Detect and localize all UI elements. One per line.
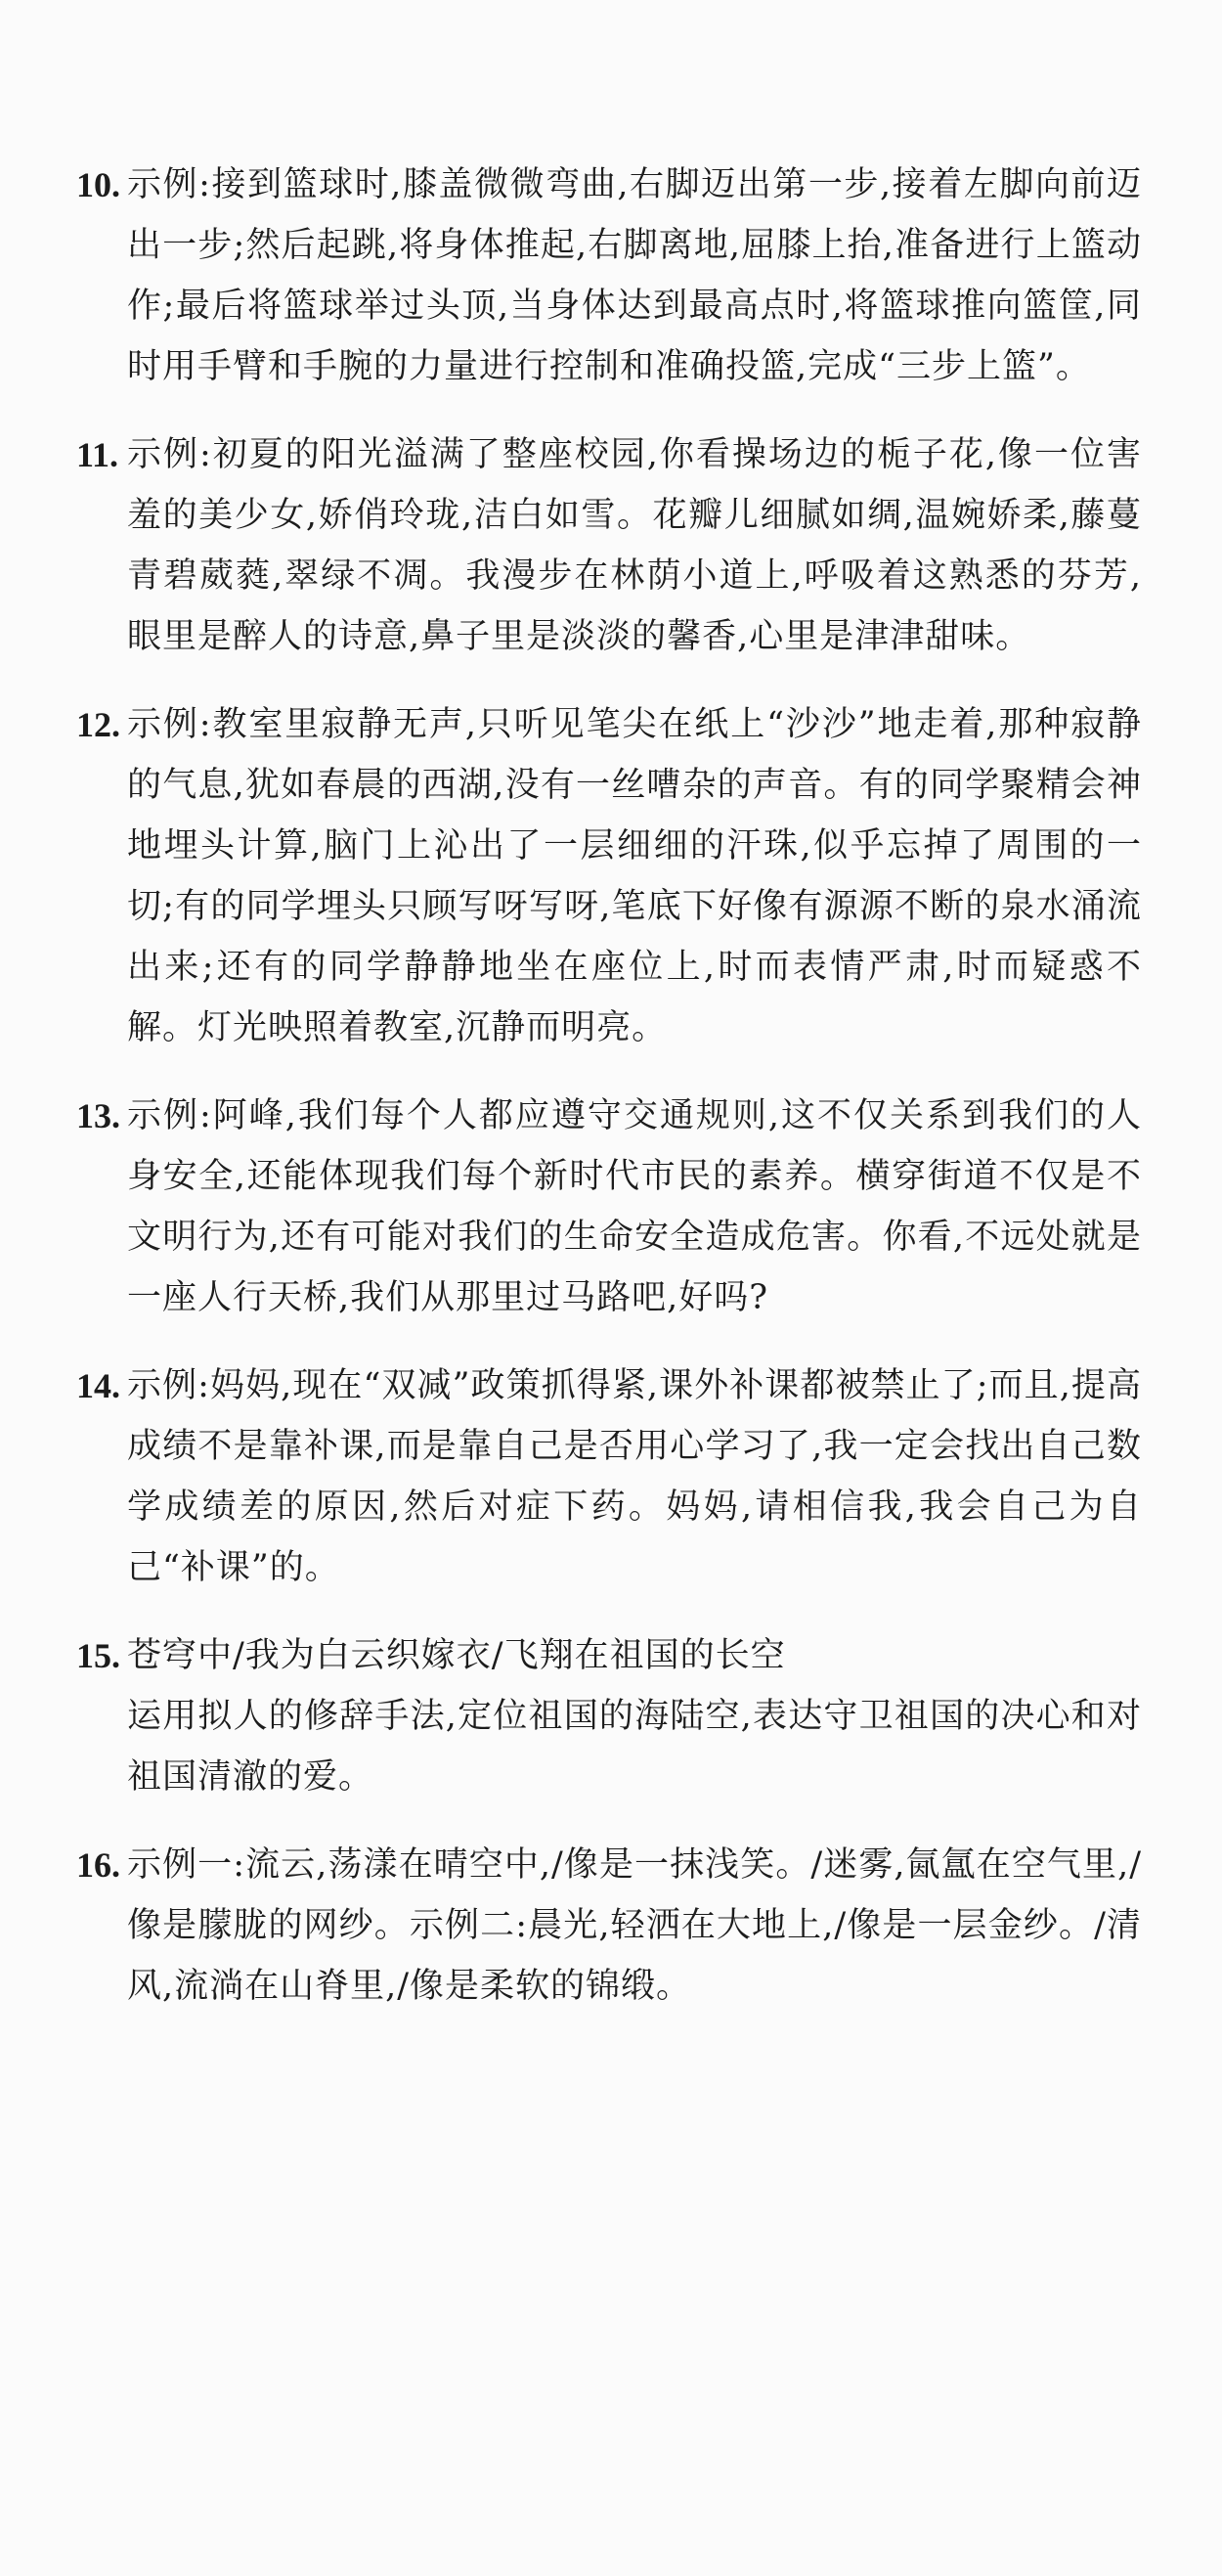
answer-item-15 (76, 1625, 1142, 1807)
answer-item-10 (76, 155, 1142, 397)
answer-number: 15. (76, 1636, 120, 1675)
answer-item-14 (76, 1355, 1142, 1598)
answer-list (76, 155, 1142, 2044)
answer-text: 示例:妈妈,现在“双减”政策抓得紧,课外补课都被禁止了;而且,提高成绩不是靠补课,而是靠自己是否用心学习了,我一定会找出自己数学成绩差的原因,然后对症下药。妈妈,请相信我,我会自己为自己“补课”的。 (127, 1366, 1142, 1587)
answer-text: 示例:接到篮球时,膝盖微微弯曲,右脚迈出第一步,接着左脚向前迈出一步;然后起跳,将身体推起,右脚离地,屈膝上抬,准备进行上篮动作;最后将篮球举过头顶,当身体达到最高点时,将篮球推向篮筐,同时用手臂和手腕的力量进行控制和准确投篮,完成“三步上篮”。 (127, 165, 1142, 386)
answer-number: 16. (76, 1845, 120, 1885)
answer-number: 14. (76, 1366, 120, 1405)
answer-text: 示例:阿峰,我们每个人都应遵守交通规则,这不仅关系到我们的人身安全,还能体现我们每个新时代市民的素养。横穿街道不仅是不文明行为,还有可能对我们的生命安全造成危害。你看,不远处就是一座人行天桥,我们从那里过马路吧,好吗? (127, 1096, 1142, 1317)
answer-number: 10. (76, 165, 120, 204)
answer-item-12 (76, 694, 1142, 1058)
answer-number: 11. (76, 435, 119, 474)
answer-item-16 (76, 1835, 1142, 2017)
answer-number: 12. (76, 705, 120, 744)
answer-text: 示例一:流云,荡漾在晴空中,/像是一抹浅笑。/迷雾,氤氲在空气里,/像是朦胧的网纱。示例二:晨光,轻洒在大地上,/像是一层金纱。/清风,流淌在山脊里,/像是柔软的锦缎。 (127, 1845, 1142, 2006)
answer-text: 示例:初夏的阳光溢满了整座校园,你看操场边的栀子花,像一位害羞的美少女,娇俏玲珑,洁白如雪。花瓣儿细腻如绸,温婉娇柔,藤蔓青碧葳蕤,翠绿不凋。我漫步在林荫小道上,呼吸着这熟悉的芬芳,眼里是醉人的诗意,鼻子里是淡淡的馨香,心里是津津甜味。 (127, 435, 1142, 656)
answer-explanation: 运用拟人的修辞手法,定位祖国的海陆空,表达守卫祖国的决心和对祖国清澈的爱。 (127, 1697, 1142, 1797)
answer-text: 苍穹中/我为白云织嫁衣/飞翔在祖国的长空 (127, 1636, 786, 1675)
answer-item-13 (76, 1086, 1142, 1328)
answer-text: 示例:教室里寂静无声,只听见笔尖在纸上“沙沙”地走着,那种寂静的气息,犹如春晨的西湖,没有一丝嘈杂的声音。有的同学聚精会神地埋头计算,脑门上沁出了一层细细的汗珠,似乎忘掉了周围的一切;有的同学埋头只顾写呀写呀,笔底下好像有源源不断的泉水涌流出来;还有的同学静静地坐在座位上,时而表情严肃,时而疑惑不解。灯光映照着教室,沉静而明亮。 (127, 705, 1142, 1047)
answer-number: 13. (76, 1096, 120, 1135)
answer-item-11 (76, 424, 1142, 667)
